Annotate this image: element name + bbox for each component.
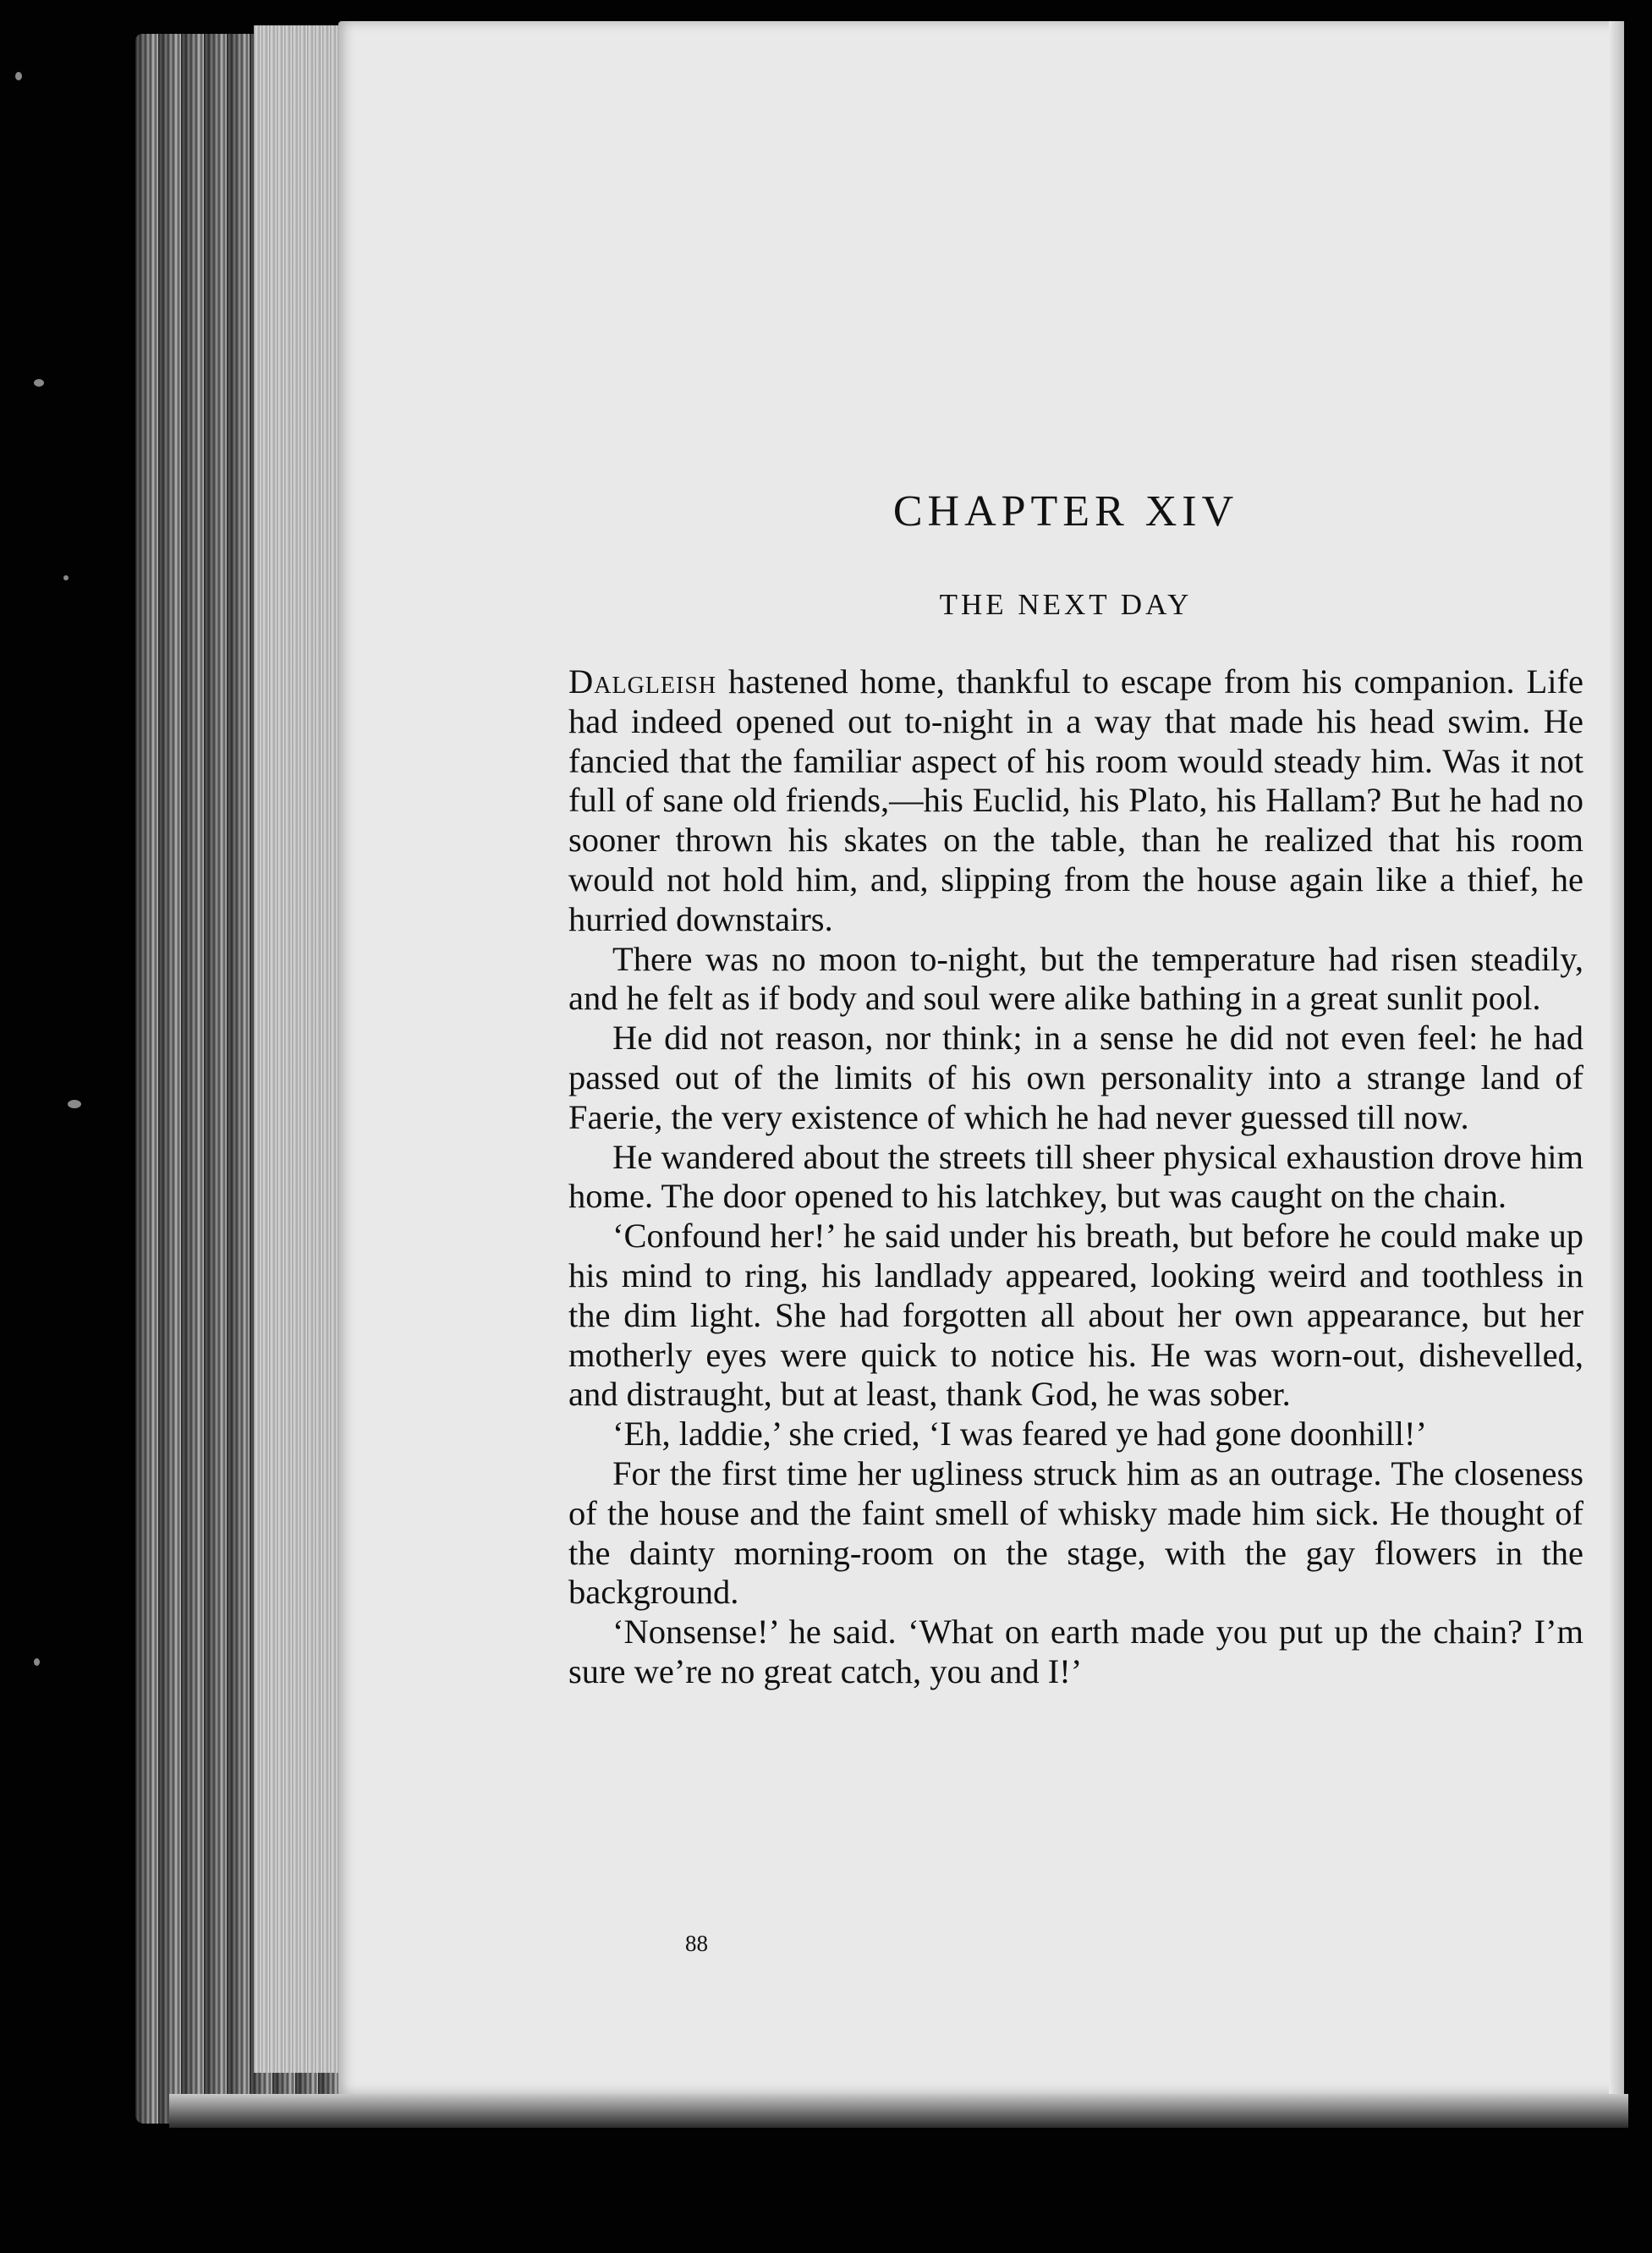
paragraph: ‘Eh, laddie,’ she cried, ‘I was feared ye had gone doonhill!’: [612, 1415, 1427, 1453]
page-number: 88: [685, 1931, 708, 1956]
paragraph-lead-word: Dalgleish: [568, 662, 717, 701]
dust-speck: [68, 1100, 81, 1108]
chapter-title: THE NEXT DAY: [939, 588, 1193, 621]
dust-speck: [63, 575, 69, 580]
book-page-edges-inner: [254, 25, 347, 2073]
paragraph: [568, 662, 1583, 940]
chapter-body-text: [568, 662, 1583, 1692]
paragraph-text: hastened home, thankful to escape from his companion. Life had indeed opened out to-night in a way that made his head swim. He fancied that the familiar aspect of his room would steady him. Was it not full of sane old friends,—his Euclid, his Plato, his Hallam? But he had no sooner thrown his skates on the table, than he realized that his room would not hold him, and, slipping from the house again like a thief, he hurried downstairs.: [568, 662, 1583, 938]
dust-speck: [15, 72, 22, 80]
dust-speck: [34, 379, 44, 387]
page-shadow: [1609, 21, 1624, 2094]
paragraph: He did not reason, nor think; in a sense he did not even feel: he had passed out of the limits of his own personality into a strange land of Faerie, the very existence of which he had never guessed till now.: [568, 1019, 1583, 1136]
book-bottom-edge: [169, 2094, 1628, 2128]
chapter-heading: CHAPTER XIV: [892, 487, 1239, 536]
dust-speck: [34, 1658, 40, 1666]
paragraph: ‘Nonsense!’ he said. ‘What on earth made you put up the chain? I’m sure we’re no great catch, you and I!’: [568, 1613, 1583, 1690]
paragraph: He wandered about the streets till sheer physical exhaustion drove him home. The door opened to his latchkey, but was caught on the chain.: [568, 1137, 1583, 1216]
paragraph: ‘Confound her!’ he said under his breath, but before he could make up his mind to ring, his landlady appeared, looking weird and toothless in the dim light. She had forgotten all about her own appearance, but her motherly eyes were quick to notice his. He was worn-out, dishevelled, and distraught, but at least, thank God, he was sober.: [568, 1217, 1583, 1414]
paragraph: For the first time her ugliness struck him as an outrage. The closeness of the house and the faint smell of whisky made him sick. He thought of the dainty morning-room on the stage, with the gay flowers in the background.: [568, 1453, 1583, 1612]
paragraph: There was no moon to-night, but the temperature had risen steadily, and he felt as if body and soul were alike bathing in a great sunlit pool.: [568, 939, 1583, 1018]
